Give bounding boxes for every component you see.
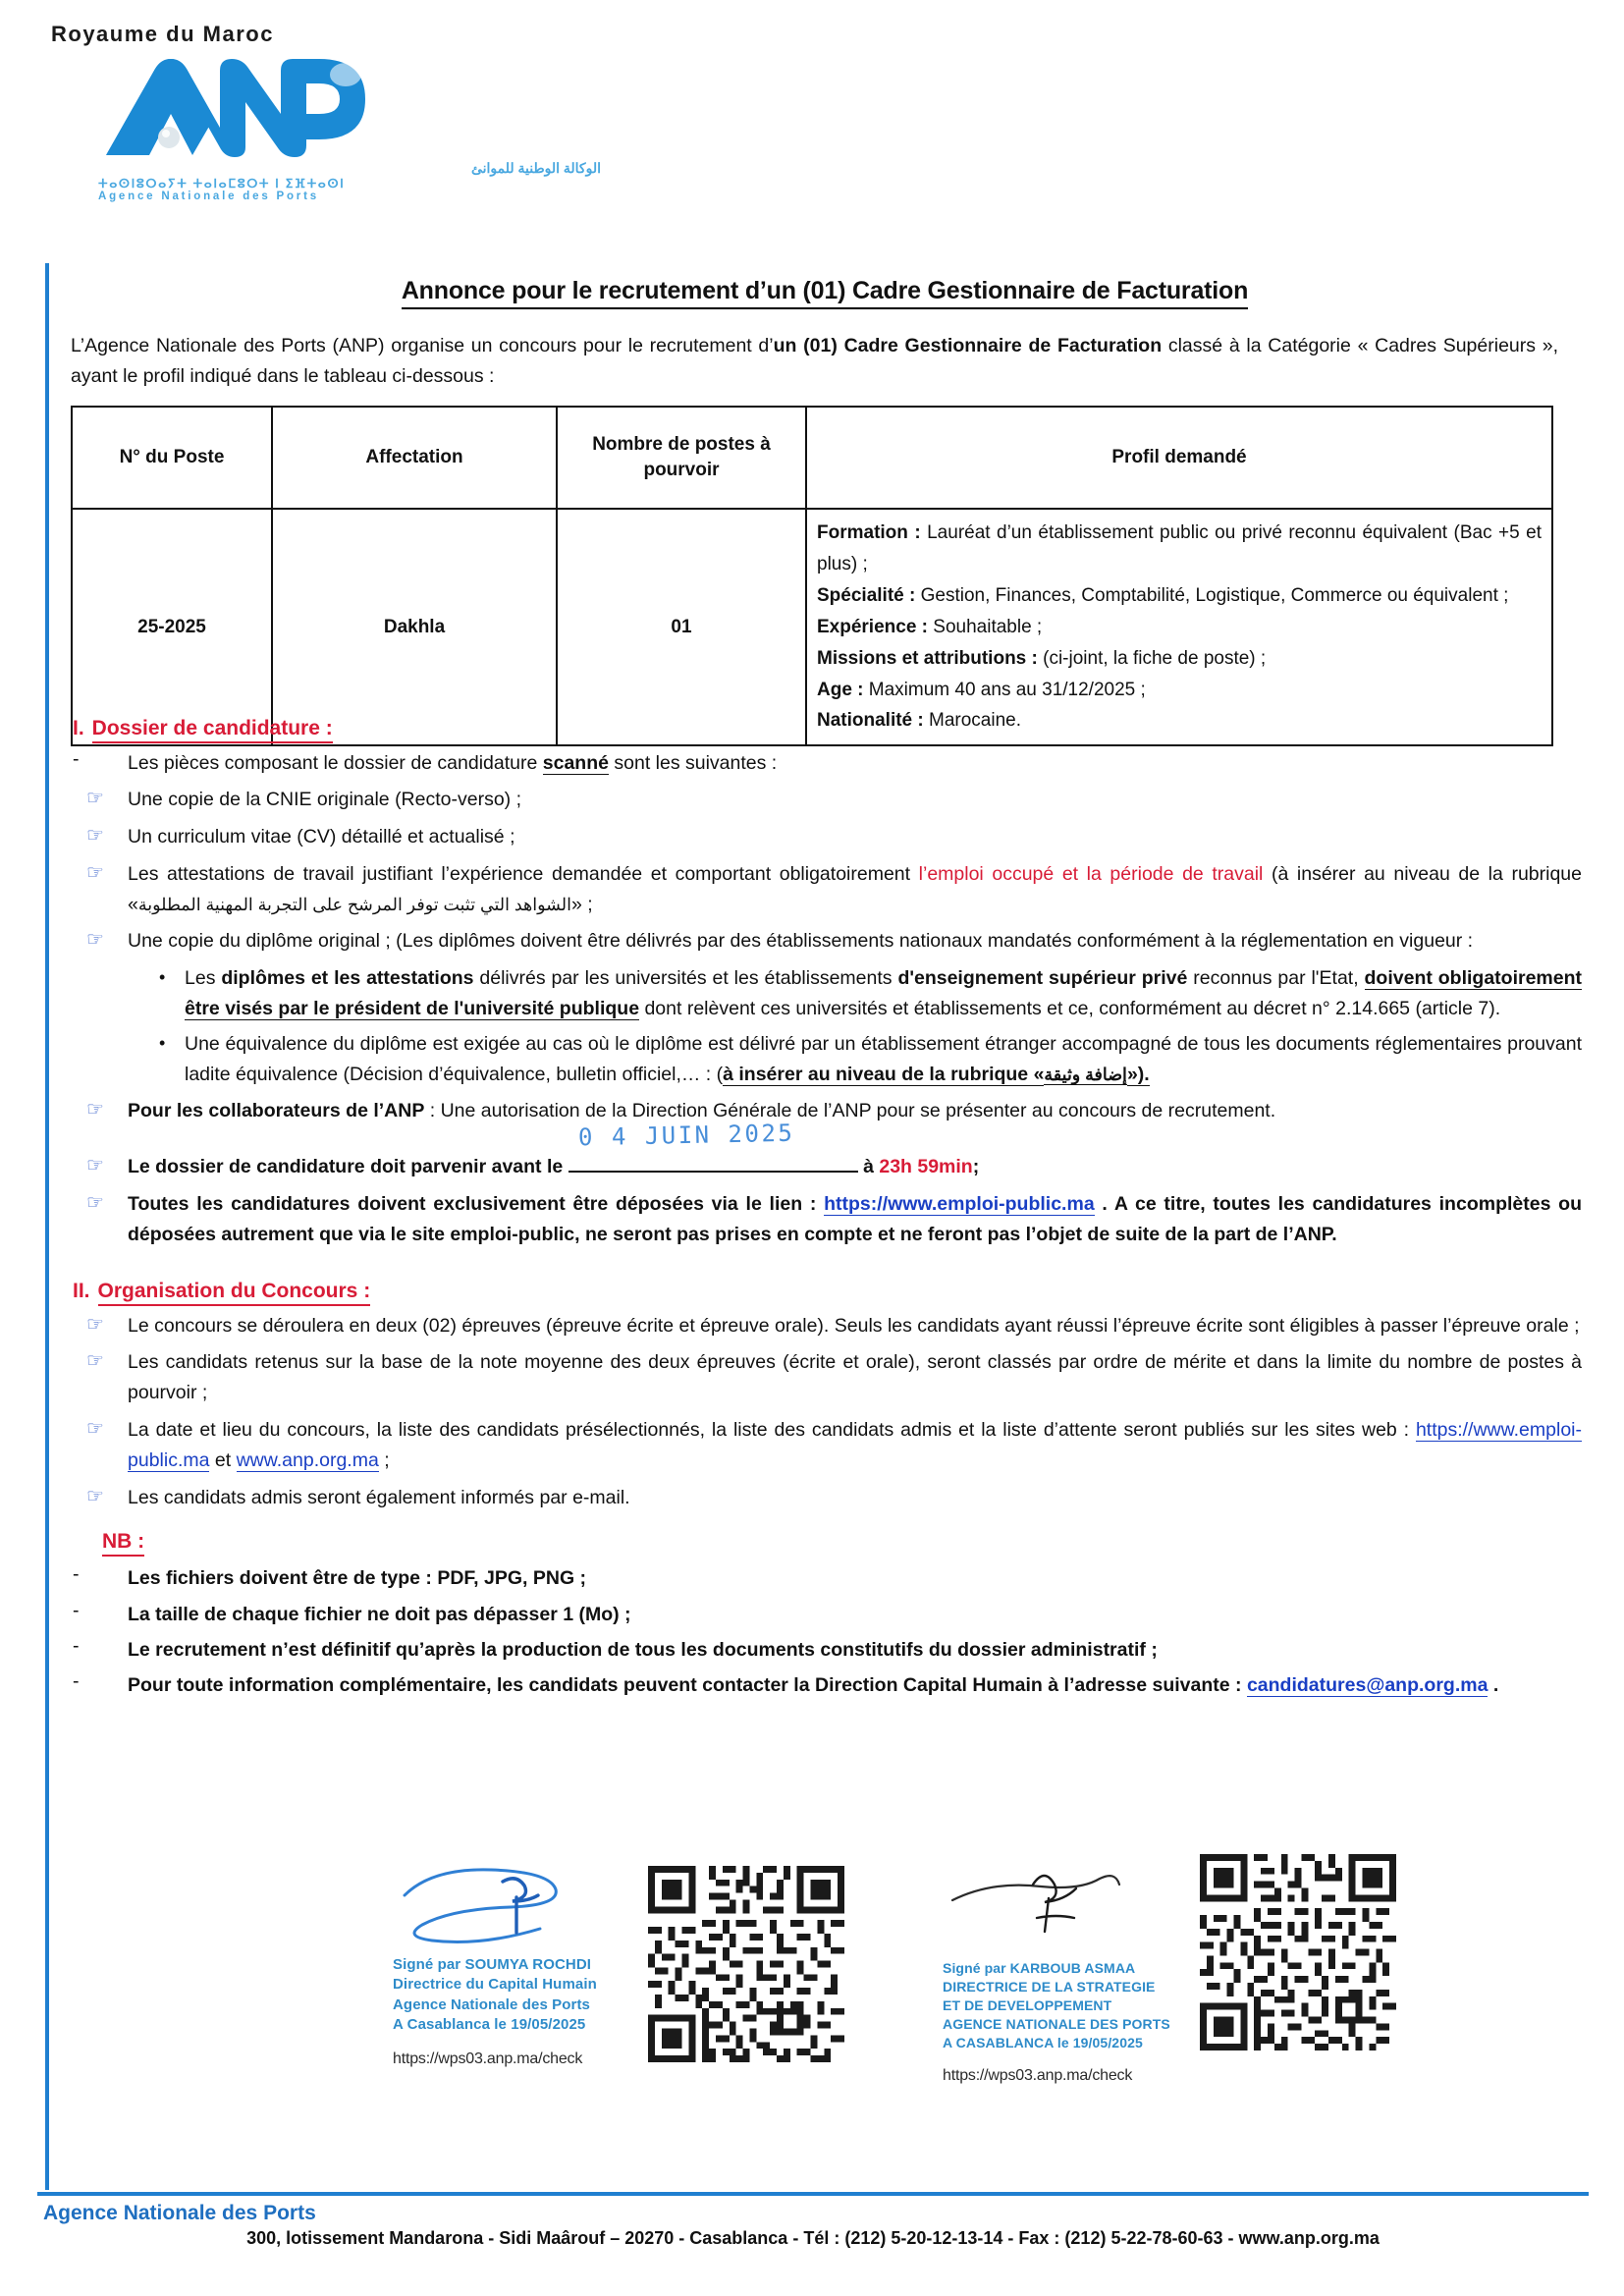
nb-item-text: Le recrutement n’est définitif qu’après la production de tous les documents constitutifs du dossier administratif ; xyxy=(128,1638,1158,1661)
profil-value: Gestion, Finances, Comptabilité, Logistique, Commerce ou équivalent ; xyxy=(915,584,1509,606)
sub-item-equivalence xyxy=(159,1029,1582,1090)
list-item-lien xyxy=(65,1189,1582,1250)
section-1-lead-text xyxy=(128,748,1582,778)
hand-pointer-icon: ☞ xyxy=(86,1313,104,1336)
section-1-lead xyxy=(65,748,1582,778)
attest-a: Les attestations de travail justifiant l’expérience demandée et comportant obligatoirement xyxy=(128,862,919,885)
deadline-blank-field[interactable] xyxy=(568,1119,858,1173)
table-header xyxy=(72,407,1552,509)
dash-marker: - xyxy=(73,1670,80,1693)
signature-zone xyxy=(0,1846,1624,2170)
profil-label: Missions et attributions : xyxy=(817,647,1038,669)
list-item-cv xyxy=(65,822,1582,852)
logo-subtitle-arabic: الوكالة الوطنية للموانئ xyxy=(470,160,601,176)
nb-item-recruitment xyxy=(65,1635,1582,1665)
hand-pointer-icon: ☞ xyxy=(86,1485,104,1507)
anp-site-link[interactable]: www.anp.org.ma xyxy=(236,1449,379,1471)
anp-logo xyxy=(98,53,393,191)
nb-item-filesize xyxy=(65,1600,1582,1629)
footer-title: Agence Nationale des Ports xyxy=(43,2202,316,2224)
profil-line xyxy=(817,612,1542,643)
sub1-f: doivent obligatoirement être visés par le président de l'université publique xyxy=(185,967,1583,1019)
signature-verify-url: https://wps03.anp.ma/check xyxy=(943,2067,1133,2085)
list-item-text: Les candidats admis seront également informés par e-mail. xyxy=(128,1486,630,1508)
signer-role-2: ET DE DEVELOPPEMENT xyxy=(943,1996,1112,2013)
nb-item-text: La taille de chaque fichier ne doit pas dépasser 1 (Mo) ; xyxy=(128,1603,631,1625)
handwritten-signature-icon xyxy=(393,1852,628,1950)
attest-arabic: الشواهد التي تثبت توفر المرشح على التجربة المهنية المطلوبة xyxy=(137,894,571,914)
sub2-a: Une équivalence du diplôme est exigée au cas où le diplôme est délivré par un établissement étranger accompagné de tous les documents réglementaires prouvant ladite équivalence (Décision d’équivalence, bulletin officiel,… : ( xyxy=(185,1032,1582,1085)
col-poste: N° du Poste xyxy=(72,407,272,509)
page-title-text: Annonce pour le recrutement d’un (01) Cadre Gestionnaire de Facturation xyxy=(402,277,1248,309)
deadline-a-word: à xyxy=(863,1156,874,1178)
nb-item-contact xyxy=(65,1670,1582,1700)
logo-subtitle-french: Agence Nationale des Ports xyxy=(98,190,319,202)
qr-code-icon xyxy=(648,1866,844,2062)
nb-item-text: Les fichiers doivent être de type : PDF, JPG, PNG ; xyxy=(128,1567,587,1590)
list-item-cnie xyxy=(65,785,1582,815)
list-item-text xyxy=(128,1415,1582,1476)
nb-item-text xyxy=(128,1670,1582,1700)
profil-label: Spécialité : xyxy=(817,584,916,606)
list-item-text xyxy=(128,859,1582,920)
section-2-title: Organisation du Concours : xyxy=(98,1280,371,1306)
attest-highlight: l’emploi occupé et la période de travail xyxy=(918,862,1264,885)
list-item-merite xyxy=(65,1347,1582,1408)
intro-paragraph xyxy=(71,331,1558,392)
profil-value: Maximum 40 ans au 31/12/2025 ; xyxy=(863,679,1146,700)
list-item-text: Une copie de la CNIE originale (Recto-verso) ; xyxy=(128,789,522,811)
profil-value: Souhaitable ; xyxy=(928,616,1043,637)
sub1-g: dont relèvent ces universités et établissements et ce, conformément au décret n° 2.14.665 (article 7). xyxy=(639,998,1501,1019)
sub-item-visa xyxy=(159,963,1582,1024)
sub1-b: diplômes et les attestations xyxy=(221,967,474,990)
list-item-collaborateurs xyxy=(65,1096,1582,1126)
intro-text-a: L’Agence Nationale des Ports (ANP) organise un concours pour le recrutement d’ xyxy=(71,335,774,356)
sub-item-text xyxy=(185,963,1582,1024)
bullet-icon: • xyxy=(159,967,166,988)
sub1-c: délivrés par les universités et les établissements xyxy=(473,967,898,990)
bullet-icon: • xyxy=(159,1032,166,1053)
deadline-semicolon: ; xyxy=(972,1156,980,1178)
contact-b: . xyxy=(1488,1674,1499,1697)
dash-marker: - xyxy=(73,1563,80,1586)
col-profil: Profil demandé xyxy=(806,407,1552,509)
list-item-text: Une copie du diplôme original ; (Les diplômes doivent être délivrés par des établissements nationaux mandatés conformément à la réglementation en vigueur : xyxy=(128,930,1474,953)
profil-value: Marocaine. xyxy=(923,710,1022,732)
table-header-row xyxy=(72,407,1552,509)
list-item-attestations xyxy=(65,859,1582,920)
signer-role-1: DIRECTRICE DE LA STRATEGIE xyxy=(943,1978,1156,1995)
sub2-arabic: إضافة وثيقة xyxy=(1044,1064,1127,1084)
attest-c: » ; xyxy=(571,893,593,915)
nb-title: NB : xyxy=(102,1530,144,1557)
hand-pointer-icon: ☞ xyxy=(86,825,104,847)
sub-item-text xyxy=(185,1029,1582,1090)
sub1-e: reconnus par l'Etat, xyxy=(1187,967,1365,990)
hand-pointer-icon: ☞ xyxy=(86,861,104,884)
lead-scanne: scanné xyxy=(542,752,609,774)
intro-text-bold: un (01) Cadre Gestionnaire de Facturation xyxy=(773,335,1163,356)
profil-line xyxy=(817,580,1542,612)
publication-a: La date et lieu du concours, la liste des candidats présélectionnés, la liste des candidats admis et la liste d’attente seront publiés sur les sites web : xyxy=(128,1418,1416,1441)
col-affectation: Affectation xyxy=(272,407,557,509)
nb-heading xyxy=(65,1530,1582,1554)
diplome-sub-list xyxy=(65,963,1582,1089)
signer-place-date: A CASABLANCA le 19/05/2025 xyxy=(943,2034,1143,2050)
anp-logo-icon xyxy=(98,53,383,171)
sub2-b: à insérer au niveau de la rubrique « xyxy=(723,1063,1045,1085)
document-header xyxy=(51,22,601,203)
handwritten-signature-icon xyxy=(943,1856,1178,1954)
logo-subtitle-tifinagh: ⵜⴰⵙⵏⵓⵔⴰⵢⵜ ⵜⴰⵏⴰⵎⵓⵔⵜ ⵏ ⵉⴼⵜⴰⵙⵏ xyxy=(98,176,346,191)
dash-marker: - xyxy=(73,1599,80,1621)
signer-role: Directrice du Capital Humain xyxy=(393,1976,597,1994)
sub2-c: »). xyxy=(1126,1063,1150,1085)
signature-details xyxy=(393,1955,638,2035)
hand-pointer-icon: ☞ xyxy=(86,1417,104,1440)
kingdom-label: Royaume du Maroc xyxy=(51,22,274,46)
hand-pointer-icon: ☞ xyxy=(86,929,104,952)
list-item-publication xyxy=(65,1415,1582,1476)
emploi-public-link[interactable]: https://www.emploi-public.ma xyxy=(128,1418,1582,1471)
section-2-number: II. xyxy=(73,1279,90,1302)
signer-name: Signé par KARBOUB ASMAA xyxy=(943,1960,1136,1976)
sub1-a: Les xyxy=(185,967,222,990)
hand-pointer-icon: ☞ xyxy=(86,788,104,810)
profil-value: (ci-joint, la fiche de poste) ; xyxy=(1037,647,1267,669)
deadline-label: Le dossier de candidature doit parvenir avant le xyxy=(128,1156,564,1178)
col-nombre: Nombre de postes à pourvoir xyxy=(557,407,806,509)
hand-pointer-icon: ☞ xyxy=(86,1155,104,1177)
section-1-title: Dossier de candidature : xyxy=(92,717,333,743)
collab-text: : Une autorisation de la Direction Générale de l’ANP pour se présenter au concours de recrutement. xyxy=(424,1100,1276,1122)
contact-a: Pour toute information complémentaire, les candidats peuvent contacter la Direction Capital Humain à l’adresse suivante : xyxy=(128,1674,1247,1697)
page-title xyxy=(69,277,1581,305)
emploi-public-link[interactable]: https://www.emploi-public.ma xyxy=(824,1192,1095,1215)
profil-line xyxy=(817,643,1542,675)
signature-block-karboub xyxy=(943,1856,1188,2085)
signer-org: Agence Nationale des Ports xyxy=(393,1995,590,2013)
hand-pointer-icon: ☞ xyxy=(86,1191,104,1214)
lien-a: Toutes les candidatures doivent exclusivement être déposées via le lien : xyxy=(128,1192,825,1215)
list-item-text xyxy=(128,1096,1582,1126)
profil-label: Age : xyxy=(817,679,864,700)
cell-poste: 25-2025 xyxy=(72,509,272,745)
signer-name: Signé par SOUMYA ROCHDI xyxy=(393,1956,592,1973)
list-item-text: Les candidats retenus sur la base de la note moyenne des deux épreuves (écrite et orale), seront classés par ordre de mérite et dans la limite du nombre de postes à pourvoir ; xyxy=(128,1351,1582,1404)
intro-text-c: classé à la Catégorie « Cadres Supérieurs », ayant le profil indiqué dans le tableau ci-dessous : xyxy=(71,335,1558,387)
publication-mid: et xyxy=(209,1449,237,1471)
signer-org: AGENCE NATIONALE DES PORTS xyxy=(943,2015,1170,2032)
sub1-d: d'enseignement supérieur privé xyxy=(897,967,1188,990)
cell-affectation: Dakhla xyxy=(272,509,557,745)
profil-label: Expérience : xyxy=(817,616,928,637)
qr-code-icon xyxy=(1200,1854,1396,2050)
deadline-time: 23h 59min xyxy=(879,1156,973,1178)
date-stamp: 0 4 JUIN 2025 xyxy=(577,1119,795,1152)
profil-label: Nationalité : xyxy=(817,710,924,732)
list-item-text: Un curriculum vitae (CV) détaillé et actualisé ; xyxy=(128,826,515,848)
dash-marker: - xyxy=(73,748,80,770)
profil-value: Lauréat d’un établissement public ou privé reconnu équivalent (Bac +5 et plus) ; xyxy=(817,522,1542,574)
section-1-heading xyxy=(65,717,1582,740)
list-item-email-notice xyxy=(65,1483,1582,1513)
lien-b: . A ce titre, toutes les candidatures incomplètes ou déposées autrement que via le site emploi-public, ne seront pas prises en compte et ne feront pas l’objet de suite de la part de l’ANP. xyxy=(128,1192,1582,1245)
list-item-text: Le concours se déroulera en deux (02) épreuves (épreuve écrite et épreuve orale). Seuls les candidats ayant réussi l’épreuve écrite sont éligibles à passer l’épreuve orale ; xyxy=(128,1314,1580,1337)
document-body xyxy=(65,687,1582,1706)
section-2-heading xyxy=(65,1280,1582,1303)
footer-divider xyxy=(37,2192,1589,2196)
signature-block-rochdi xyxy=(393,1852,638,2068)
signer-place-date: A Casablanca le 19/05/2025 xyxy=(393,2015,586,2033)
footer-address: 300, lotissement Mandarona - Sidi Maârouf – 20270 - Casablanca - Tél : (212) 5-20-12-13-14 - Fax : (212) 5-22-78-60-63 - www.anp.org.ma xyxy=(246,2228,1380,2248)
publication-end: ; xyxy=(378,1449,390,1471)
list-item-epreuves xyxy=(65,1311,1582,1341)
lead-a: Les pièces composant le dossier de candidature xyxy=(128,752,543,774)
list-item-deadline xyxy=(65,1119,1582,1182)
attest-b: (à insérer au niveau de la rubrique « xyxy=(128,862,1582,915)
list-item-text xyxy=(128,1189,1582,1250)
qr-code-karboub xyxy=(1200,1854,1396,2055)
lead-c: sont les suivantes : xyxy=(608,752,778,774)
cell-nombre: 01 xyxy=(557,509,806,745)
signature-details xyxy=(943,1959,1188,2051)
profil-label: Formation : xyxy=(817,522,921,543)
nb-item-filetypes xyxy=(65,1563,1582,1593)
hand-pointer-icon: ☞ xyxy=(86,1099,104,1121)
document-footer xyxy=(37,2202,1589,2249)
list-item-text xyxy=(128,1119,1582,1182)
qr-code-rochdi xyxy=(648,1866,844,2067)
contact-email-link[interactable]: candidatures@anp.org.ma xyxy=(1246,1674,1489,1697)
list-item-diplome xyxy=(65,926,1582,957)
hand-pointer-icon: ☞ xyxy=(86,1350,104,1373)
collab-bold: Pour les collaborateurs de l’ANP xyxy=(128,1100,425,1122)
profil-line xyxy=(817,518,1542,580)
section-1-number: I. xyxy=(73,717,84,739)
dash-marker: - xyxy=(73,1634,80,1657)
signature-verify-url: https://wps03.anp.ma/check xyxy=(393,2050,583,2067)
